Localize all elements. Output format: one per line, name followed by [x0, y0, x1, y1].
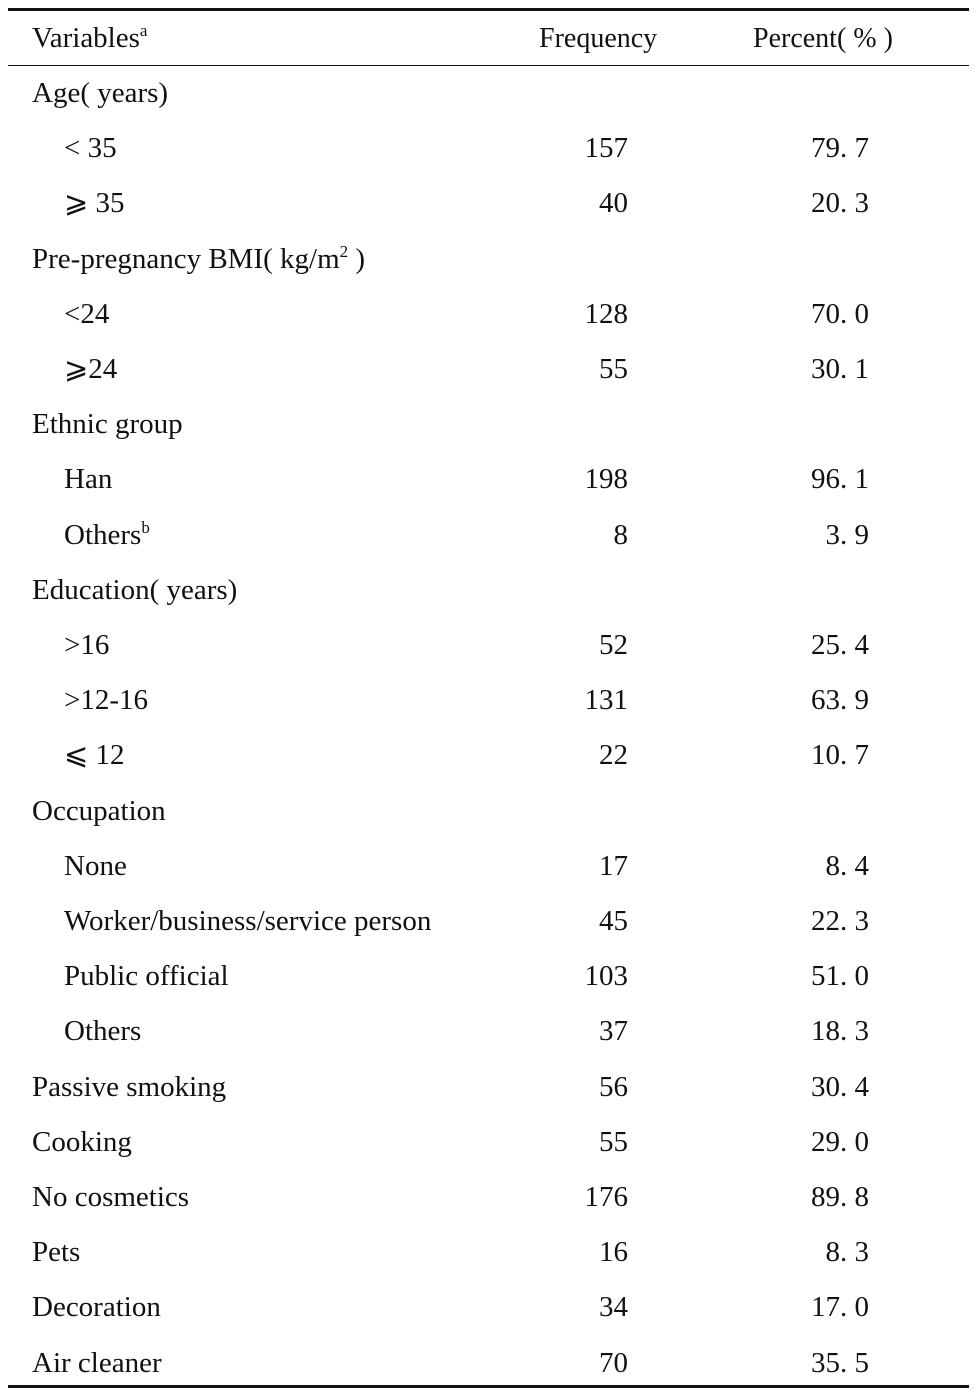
- row-frequency: 131: [584, 684, 628, 717]
- data-table: [8, 8, 969, 1388]
- row-frequency: 128: [584, 297, 628, 330]
- table-row: [8, 1280, 969, 1335]
- table-row: [8, 1115, 969, 1170]
- row-label: Air cleaner: [32, 1346, 162, 1379]
- row-label: Ethnic group: [32, 408, 183, 441]
- table-row: [8, 1004, 969, 1059]
- row-percent: 96. 1: [811, 463, 869, 496]
- table-row: [8, 949, 969, 1004]
- row-percent: 8. 4: [825, 849, 869, 882]
- table-row: [8, 1060, 969, 1115]
- row-frequency: 34: [599, 1291, 628, 1324]
- row-frequency: 56: [599, 1070, 628, 1103]
- row-percent: 70. 0: [811, 297, 869, 330]
- row-percent: 35. 5: [811, 1346, 869, 1379]
- row-percent: 30. 1: [811, 353, 869, 385]
- row-label: Others$^b$: [64, 517, 150, 551]
- table-row: [8, 176, 969, 231]
- table-row: [8, 121, 969, 176]
- row-percent: 25. 4: [811, 629, 869, 661]
- row-percent: 20. 3: [811, 187, 869, 220]
- row-frequency: 8: [613, 518, 628, 551]
- table-row: [8, 287, 969, 342]
- header-frequency: Frequency: [539, 23, 658, 54]
- row-frequency: 103: [584, 960, 628, 993]
- header-variables: Variables$^a$: [32, 21, 148, 54]
- row-percent: 22. 3: [811, 905, 869, 937]
- table-row: [8, 784, 969, 839]
- table-row: [8, 232, 969, 287]
- row-percent: 8. 3: [825, 1236, 869, 1269]
- row-frequency: 22: [599, 739, 628, 772]
- row-label: ⩾24: [64, 353, 118, 385]
- row-percent: 89. 8: [811, 1181, 869, 1213]
- row-label: ⩾ 35: [64, 187, 125, 220]
- row-label-superscript: 2: [339, 241, 349, 261]
- row-frequency: 45: [599, 905, 628, 937]
- row-label: None: [64, 849, 127, 882]
- row-percent: 30. 4: [811, 1070, 869, 1103]
- row-label: Education( years): [32, 573, 238, 606]
- row-label: Pre-pregnancy BMI( $kg/m^2$ ): [32, 241, 366, 275]
- row-label: <24: [64, 297, 110, 330]
- row-frequency: 55: [599, 1125, 628, 1158]
- row-label: >12-16: [64, 684, 149, 717]
- row-percent: 63. 9: [811, 684, 869, 717]
- table-row: [8, 728, 969, 783]
- row-percent: 3. 9: [825, 518, 869, 551]
- table-row: [8, 1336, 969, 1391]
- row-percent: 51. 0: [811, 960, 869, 993]
- row-frequency: 16: [599, 1236, 628, 1269]
- table-row: [8, 342, 969, 397]
- row-label: Occupation: [32, 794, 166, 827]
- row-frequency: 55: [599, 353, 628, 385]
- table-row: [8, 563, 969, 618]
- row-frequency: 52: [599, 629, 628, 661]
- row-label-superscript: b: [141, 517, 150, 537]
- row-percent: 29. 0: [811, 1125, 869, 1158]
- row-frequency: 176: [584, 1181, 628, 1213]
- row-label: Passive smoking: [32, 1070, 227, 1103]
- row-label: Worker/business/service person: [64, 905, 432, 937]
- row-label: Public official: [64, 960, 229, 993]
- table-row: [8, 894, 969, 949]
- header-percent: Percent( % ): [753, 23, 893, 54]
- row-frequency: 17: [599, 849, 628, 882]
- table-row: [8, 397, 969, 452]
- row-frequency: 37: [599, 1015, 628, 1048]
- table-row: [8, 673, 969, 728]
- row-label: >16: [64, 629, 110, 661]
- row-label: No cosmetics: [32, 1181, 190, 1213]
- header-variables-footnote: a: [139, 21, 148, 40]
- row-frequency: 70: [599, 1346, 628, 1379]
- row-frequency: 157: [584, 132, 628, 165]
- row-label: Decoration: [32, 1291, 161, 1324]
- row-frequency: 198: [584, 463, 628, 496]
- table-row: [8, 1225, 969, 1280]
- row-label: Pets: [32, 1236, 81, 1269]
- row-label: Cooking: [32, 1125, 132, 1158]
- row-label: Others: [64, 1015, 142, 1048]
- row-percent: 10. 7: [811, 739, 869, 772]
- table-row: [8, 66, 969, 121]
- table-row: [8, 452, 969, 507]
- row-percent: 79. 7: [811, 132, 869, 165]
- table-row: [8, 839, 969, 894]
- table-row: [8, 1170, 969, 1225]
- row-frequency: 40: [599, 187, 628, 220]
- row-label: Age( years): [32, 77, 169, 109]
- row-percent: 18. 3: [811, 1015, 869, 1048]
- row-label: < 35: [64, 132, 117, 165]
- table-header: [8, 11, 969, 66]
- row-label: ⩽ 12: [64, 739, 125, 772]
- table-row: [8, 618, 969, 673]
- row-label: Han: [64, 463, 113, 496]
- table-row: [8, 508, 969, 563]
- row-percent: 17. 0: [811, 1291, 869, 1324]
